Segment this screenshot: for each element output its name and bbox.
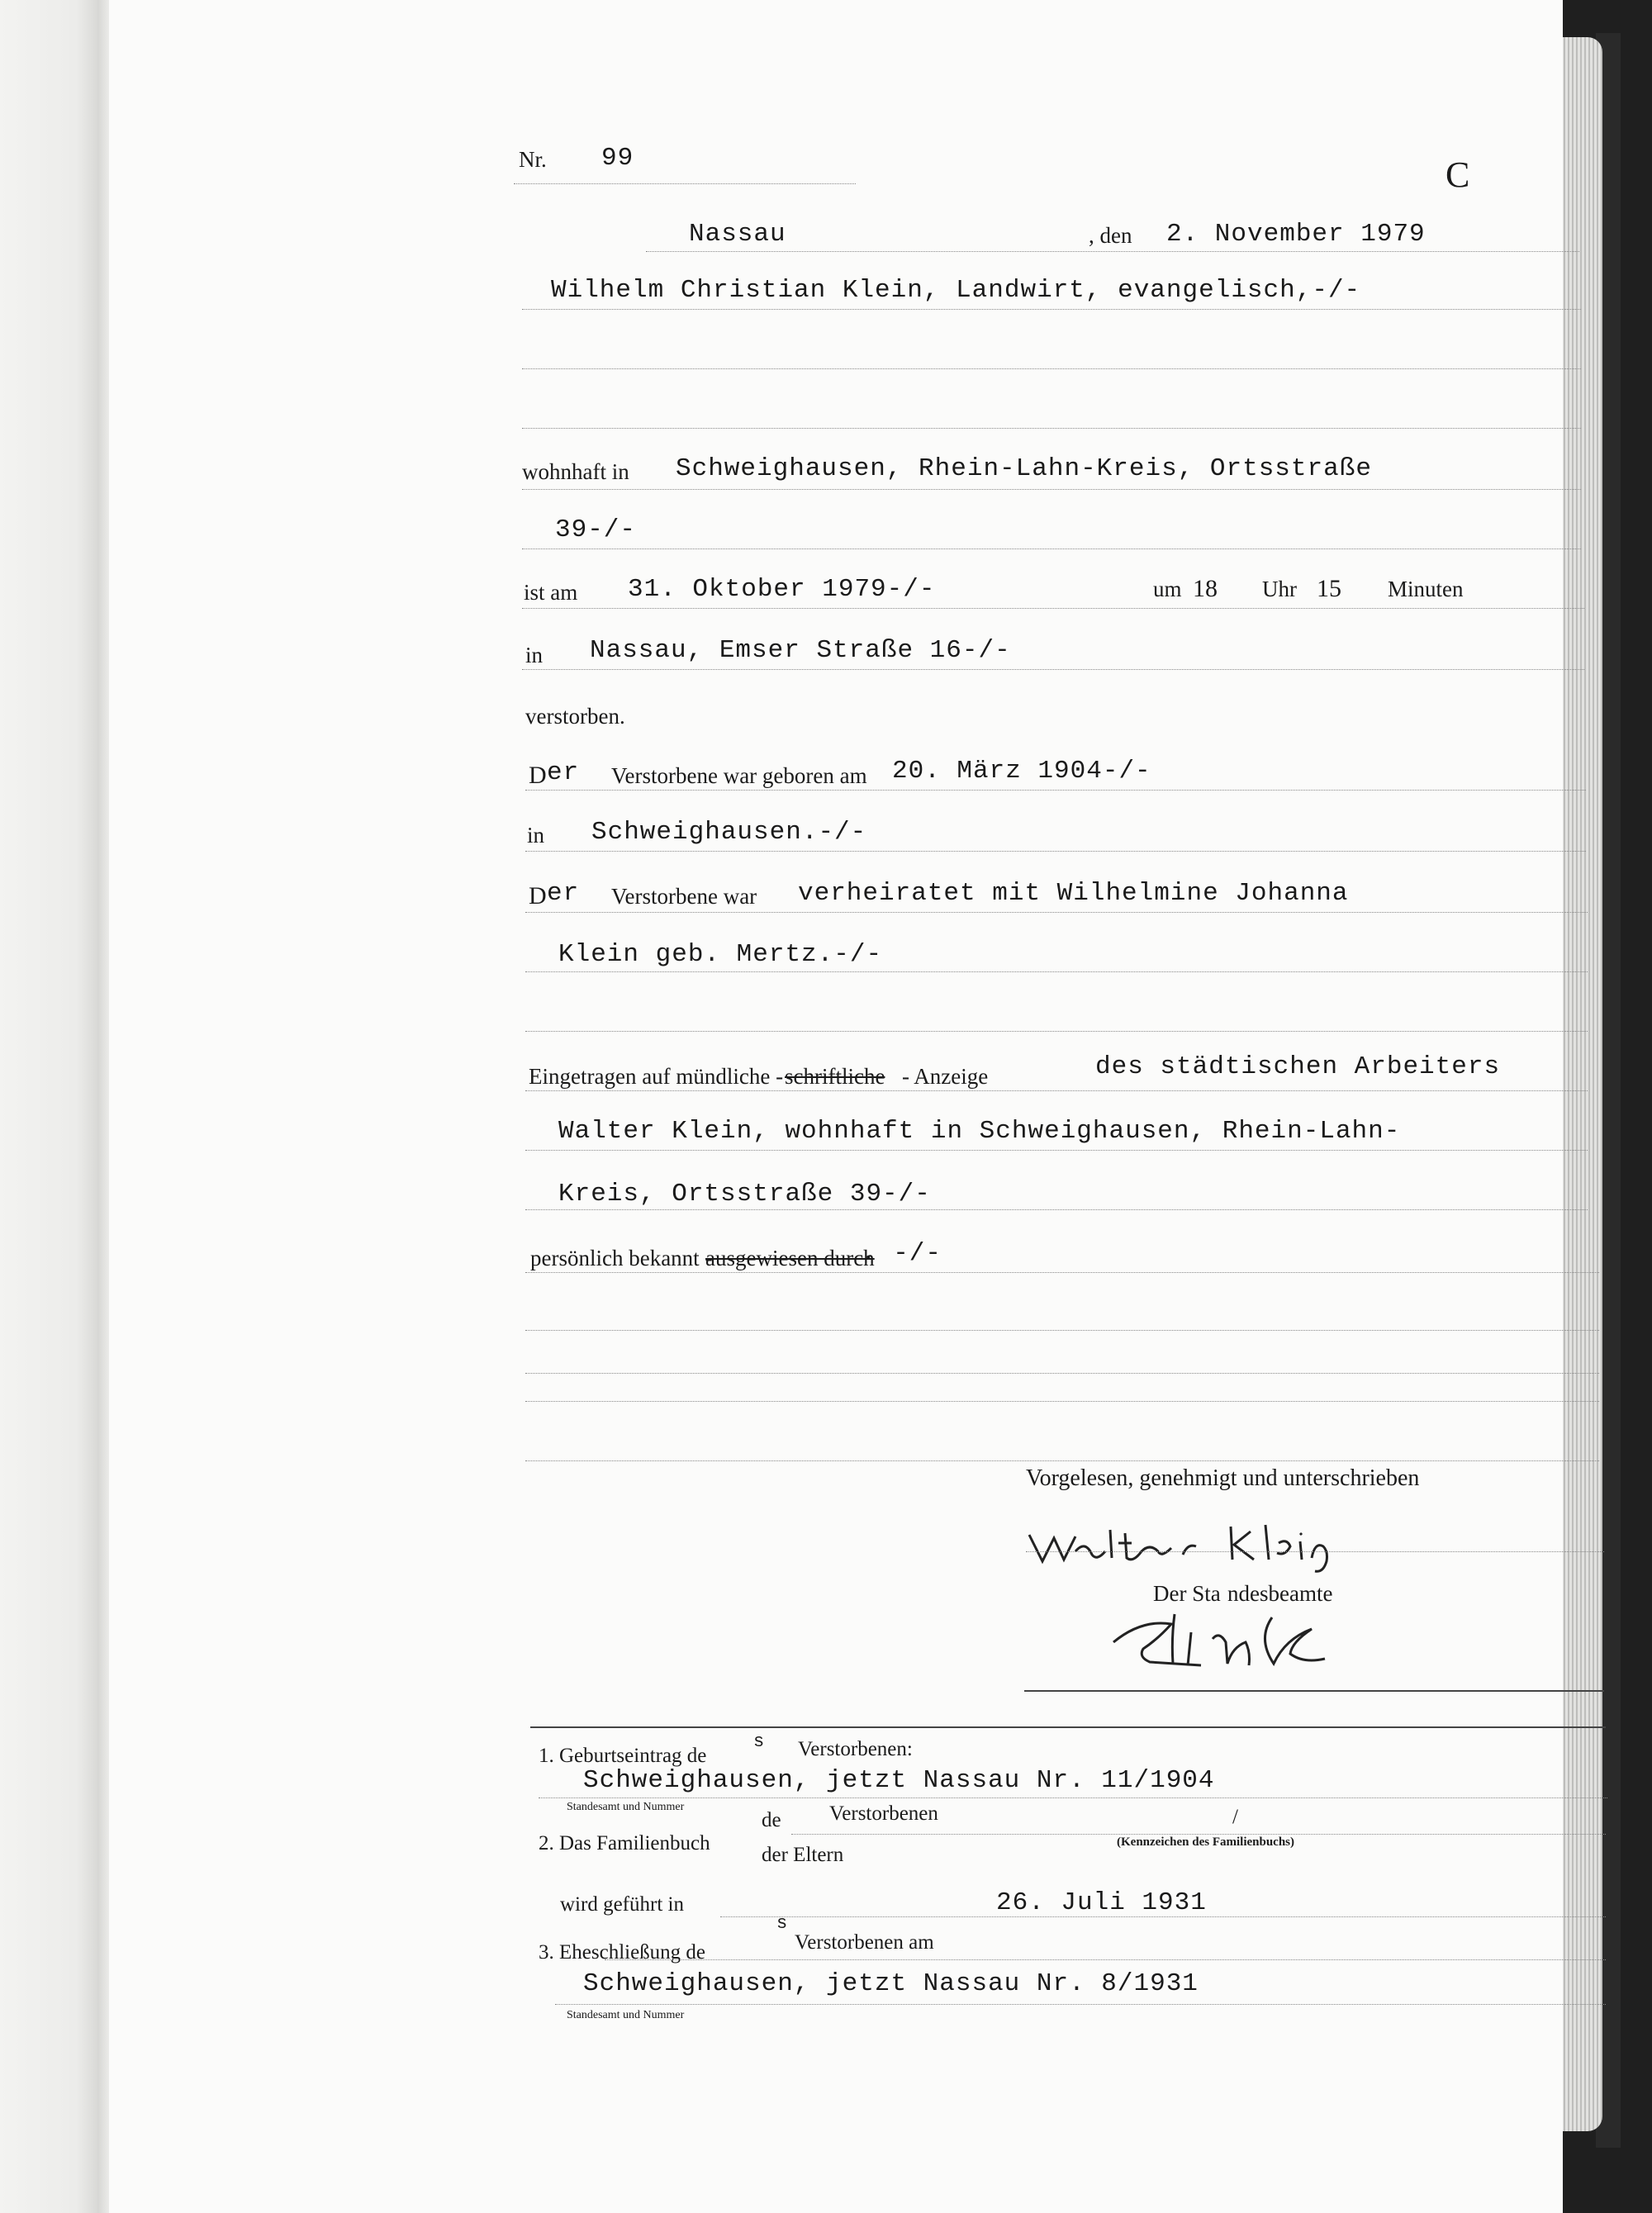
known-label: persönlich bekannt - xyxy=(530,1246,713,1270)
signature2-rule xyxy=(1024,1690,1604,1692)
rule-5 xyxy=(525,1330,1599,1331)
residence-label: wohnhaft in xyxy=(522,459,629,484)
registration-underline xyxy=(525,1090,1588,1091)
registration-underline-1 xyxy=(525,1150,1588,1151)
registration-suffix: - Anzeige xyxy=(902,1064,989,1089)
birth-der-suffix: er xyxy=(547,758,580,787)
item3-value-underline xyxy=(555,2004,1606,2005)
signature-registrar xyxy=(1108,1606,1455,1680)
item2-eltern: der Eltern xyxy=(762,1844,844,1866)
birth-place-underline xyxy=(525,851,1586,852)
marriage-der-label: D xyxy=(529,882,547,909)
rule-4 xyxy=(525,1031,1588,1032)
item2-label: 2. Das Familienbuch xyxy=(539,1832,710,1854)
registration-line2: Kreis, Ortsstraße 39-/- xyxy=(558,1180,931,1209)
item1-value: Schweighausen, jetzt Nassau Nr. 11/1904 xyxy=(583,1766,1215,1795)
birth-date: 20. März 1904-/- xyxy=(892,757,1151,786)
den-label: , den xyxy=(1089,223,1132,248)
item2-wird: wird geführt in xyxy=(560,1893,684,1916)
residence-line1: Schweighausen, Rhein-Lahn-Kreis, Ortsstraße xyxy=(676,454,1372,483)
standesamt-label: Standesamt und Nummer xyxy=(567,1801,685,1813)
verstorben-label: verstorben. xyxy=(525,704,625,729)
item2-verstorbenen: Verstorbenen xyxy=(829,1802,938,1825)
registration-line0: des städtischen Arbeiters xyxy=(1095,1052,1501,1081)
series-letter: C xyxy=(1446,154,1470,195)
item3-date: 26. Juli 1931 xyxy=(996,1888,1207,1917)
death-place: Nassau, Emser Straße 16-/- xyxy=(590,636,1011,665)
birth-in-label: in xyxy=(527,823,545,848)
footer-separator xyxy=(530,1726,1606,1728)
standesamt-label-2: Standesamt und Nummer xyxy=(567,2009,685,2021)
registrar-label-b: ndesbeamte xyxy=(1227,1581,1333,1606)
marriage-underline xyxy=(525,912,1588,913)
item2-slash: / xyxy=(1232,1806,1238,1828)
death-underline xyxy=(522,608,1584,609)
register-page xyxy=(109,0,1563,2213)
minuten-label: Minuten xyxy=(1388,577,1464,601)
marriage-underline-2 xyxy=(525,971,1588,972)
registrar-label-a: Der Sta xyxy=(1153,1581,1221,1606)
item1-label: 1. Geburtseintrag de xyxy=(539,1745,707,1767)
nr-underline xyxy=(514,183,856,184)
item1-s: s xyxy=(753,1731,766,1752)
item1-suffix: Verstorbenen: xyxy=(798,1738,913,1760)
item3-underline xyxy=(605,1959,1606,1960)
rule-2 xyxy=(522,368,1581,369)
date-value: 2. November 1979 xyxy=(1166,220,1426,249)
death-minutes: 15 xyxy=(1317,575,1341,602)
rule-6 xyxy=(525,1373,1599,1374)
declarant-line: Wilhelm Christian Klein, Landwirt, evangelisch,-/- xyxy=(551,276,1361,305)
signature-walter-klein xyxy=(1026,1518,1455,1576)
book-left-page xyxy=(0,0,109,2213)
date-place: Nassau xyxy=(689,220,786,249)
known-struck: ausgewiesen durch xyxy=(705,1246,875,1270)
birth-place: Schweighausen.-/- xyxy=(591,818,867,847)
death-place-underline xyxy=(522,669,1584,670)
date-underline xyxy=(646,251,1579,252)
item2-de: de xyxy=(762,1809,781,1831)
death-hour: 18 xyxy=(1193,575,1218,602)
marriage-line2: Klein geb. Mertz.-/- xyxy=(558,940,883,969)
rule-1 xyxy=(522,309,1581,310)
signature1-underline xyxy=(1026,1551,1604,1552)
rule-8 xyxy=(525,1460,1599,1461)
birth-der-label: D xyxy=(529,762,547,789)
marriage-line1: verheiratet mit Wilhelmine Johanna xyxy=(798,879,1349,908)
item2-underline xyxy=(791,1834,1606,1835)
birth-text: Verstorbene war geboren am xyxy=(611,763,867,788)
death-date: 31. Oktober 1979-/- xyxy=(628,575,936,604)
read-approved-label: Vorgelesen, genehmigt und unterschrieben xyxy=(1026,1465,1420,1491)
death-in-label: in xyxy=(525,643,544,667)
registration-struck: schriftliche xyxy=(785,1064,885,1089)
residence-underline xyxy=(522,489,1581,490)
item3-s: s xyxy=(776,1913,789,1934)
marriage-text: Verstorbene war xyxy=(611,884,757,909)
item3-value: Schweighausen, jetzt Nassau Nr. 8/1931 xyxy=(583,1969,1199,1998)
residence-line2: 39-/- xyxy=(555,515,637,544)
registration-prefix: Eingetragen auf mündliche - xyxy=(529,1064,784,1089)
nr-label: Nr. xyxy=(519,147,547,172)
uhr-label: Uhr xyxy=(1262,577,1297,601)
registration-line1: Walter Klein, wohnhaft in Schweighausen, Rhein-Lahn- xyxy=(558,1117,1401,1146)
item3-suffix: Verstorbenen am xyxy=(795,1931,934,1954)
item3-label: 3. Eheschließung de xyxy=(539,1941,706,1964)
marriage-der-suffix: er xyxy=(547,879,580,908)
registration-underline-2 xyxy=(525,1209,1588,1210)
known-underline xyxy=(525,1272,1599,1273)
ist-am-label: ist am xyxy=(524,580,578,605)
item2-kennzeichen: (Kennzeichen des Familienbuchs) xyxy=(1117,1835,1295,1849)
item1-underline xyxy=(539,1797,1607,1798)
nr-value: 99 xyxy=(601,144,634,173)
birth-underline xyxy=(525,790,1586,791)
um-label: um xyxy=(1153,577,1182,601)
rule-3 xyxy=(522,428,1581,429)
rule-7 xyxy=(525,1401,1599,1402)
known-value: . -/- xyxy=(861,1239,942,1268)
